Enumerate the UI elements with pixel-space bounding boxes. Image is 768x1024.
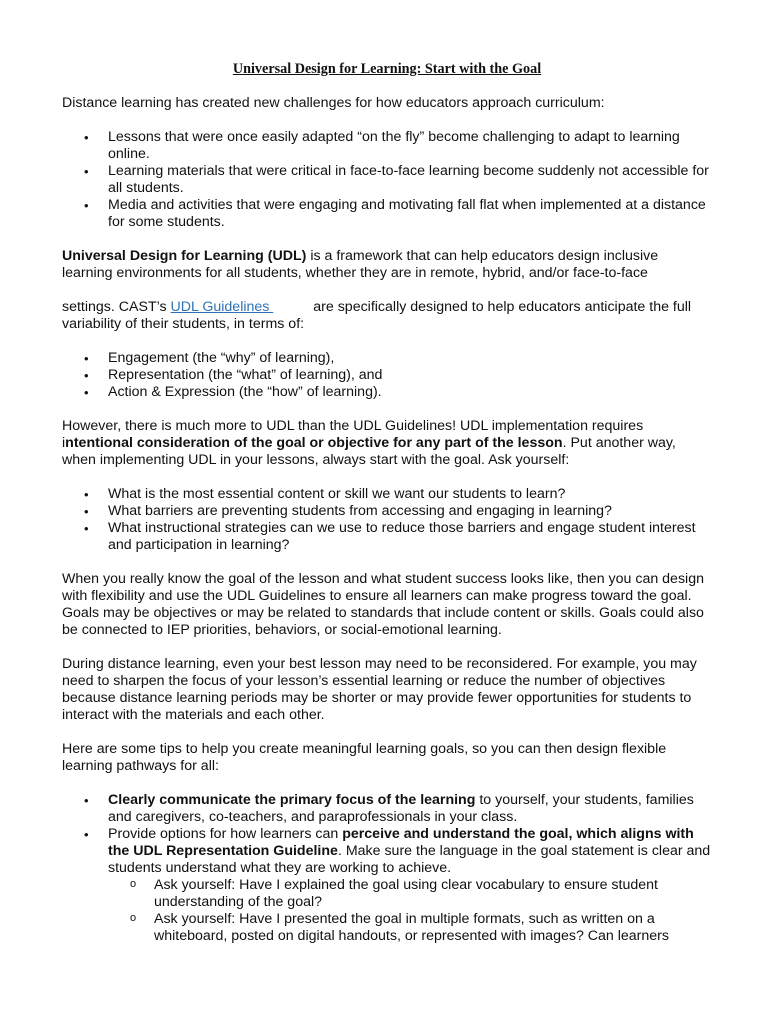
document-page [62,59,712,945]
udl-guidelines-text-after: are specifically designed to help educators anticipate the full variability of their students, in terms of: [62,299,692,332]
list-item: • Learning materials that were critical in face-to-face learning become suddenly not accessible for all students. [62,163,712,197]
udl-guidelines-text-before: settings. CAST’s [62,299,171,315]
udl-paragraph [62,248,712,282]
tips-list [62,792,712,945]
tip1-bold: Clearly communicate the primary focus of the learning [108,792,476,808]
challenges-list [62,129,712,231]
tip2-bold: perceive and understand the goal, which aligns with the UDL Representation Guideline [108,826,694,859]
sub-list-item: o Ask yourself: Have I presented the goal in multiple formats, such as written on a whiteboard, posted on digital handouts, or represented with images? Can learners [108,911,712,945]
distance-paragraph: During distance learning, even your best lesson may need to be reconsidered. For example, you may need to sharpen the focus of your lesson’s essential learning or reduce the number of objectives because distance learning periods may be shorter or may provide fewer opportunities for students to interact with the materials and each other. [62,656,697,723]
list-item: • What instructional strategies can we use to reduce those barriers and engage student interest and participation in learning? [62,520,712,554]
list-item: • What barriers are preventing students from accessing and engaging in learning? [62,503,712,520]
questions-list [62,486,712,554]
list-item: • What is the most essential content or skill we want our students to learn? [62,486,712,503]
udl-text: is a framework that can help educators design inclusive learning environments for all students, whether they are in remote, hybrid, and/or face-to-face [62,248,659,281]
sub-list [108,877,712,945]
tip2-text-2: . Make sure the language in the goal statement is clear and students understand what they are working to achieve. [108,843,711,876]
intro-paragraph: Distance learning has created new challenges for how educators approach curriculum: [62,95,605,111]
tip1-text: to yourself, your students, families and caregivers, co-teachers, and paraprofessionals in your class. [108,792,694,825]
list-item: • Representation (the “what” of learning), and [62,367,712,384]
udl-term: Universal Design for Learning (UDL) [62,248,307,264]
tips-intro-paragraph: Here are some tips to help you create meaningful learning goals, so you can then design flexible learning pathways for all: [62,741,667,774]
tip2-text-1: Provide options for how learners can [108,826,343,842]
list-item: • Media and activities that were engaging and motivating fall flat when implemented at a distance for some students. [62,197,712,231]
document-title: Universal Design for Learning: Start with the Goal [232,61,542,77]
list-item: • Action & Expression (the “how” of learning). [62,384,712,401]
list-item [62,792,712,826]
list-item: • Lessons that were once easily adapted “on the fly” become challenging to adapt to learning online. [62,129,712,163]
udl-guidelines-link[interactable]: UDL Guidelines [170,299,274,315]
however-bold: ntentional consideration of the goal or objective for any part of the lesson [65,435,563,451]
however-text-1: However, there is much more to UDL than the UDL Guidelines! UDL implementation requires i [62,418,644,451]
goal-paragraph: When you really know the goal of the lesson and what student success looks like, then you can design with flexibility and use the UDL Guidelines to ensure all learners can make progress toward the goal. Goals may be objectives or may be related to standards that include content or skills. Goals could also be connected to IEP priorities, behaviors, or social-emotional learning. [62,571,704,638]
however-paragraph [62,418,712,469]
list-item: • Engagement (the “why” of learning), [62,350,712,367]
principles-list [62,350,712,401]
list-item [62,826,712,945]
however-text-2: . Put another way, when implementing UDL in your lessons, always start with the goal. Ask yourself: [62,435,676,468]
sub-list-item: o Ask yourself: Have I explained the goal using clear vocabulary to ensure student understanding of the goal? [108,877,712,911]
udl-guidelines-paragraph [62,299,712,333]
